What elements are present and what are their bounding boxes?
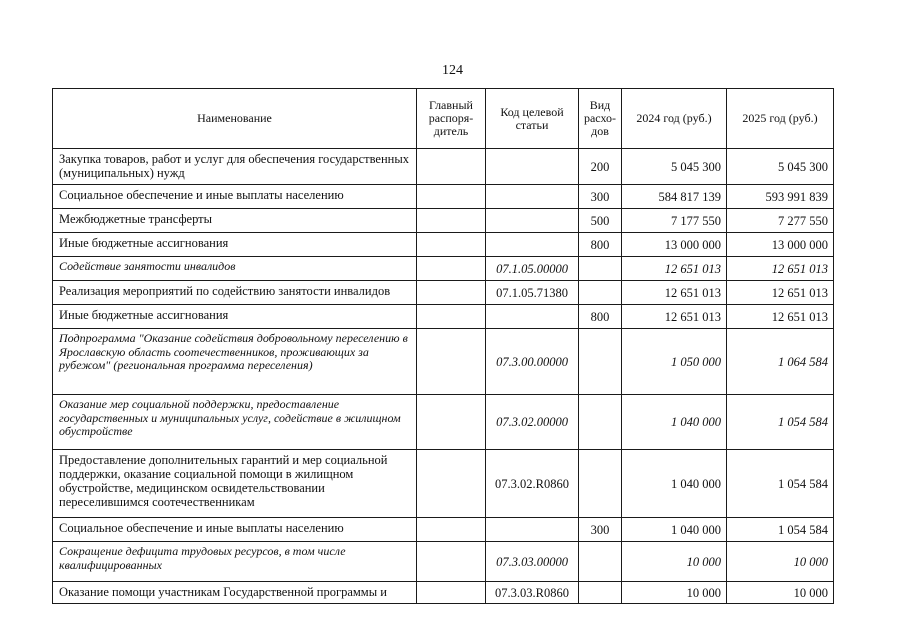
row-2025: 5 045 300 — [727, 149, 834, 185]
row-name: Межбюджетные трансферты — [53, 209, 417, 233]
row-2025: 1 054 584 — [727, 450, 834, 518]
table-row — [53, 518, 834, 542]
row-2025: 593 991 839 — [727, 185, 834, 209]
row-code — [486, 305, 579, 329]
header-manager: Главный распоря-дитель — [417, 89, 486, 149]
row-2024: 584 817 139 — [622, 185, 727, 209]
row-2025: 13 000 000 — [727, 233, 834, 257]
row-manager — [417, 395, 486, 450]
row-code — [486, 149, 579, 185]
row-name: Реализация мероприятий по содействию занятости инвалидов — [53, 281, 417, 305]
budget-table — [52, 88, 834, 604]
row-manager — [417, 149, 486, 185]
row-manager — [417, 281, 486, 305]
row-2024: 10 000 — [622, 542, 727, 582]
header-name: Наименование — [53, 89, 417, 149]
table-row — [53, 281, 834, 305]
row-2025: 1 054 584 — [727, 395, 834, 450]
row-type: 200 — [579, 149, 622, 185]
row-2024: 5 045 300 — [622, 149, 727, 185]
row-2024: 1 040 000 — [622, 518, 727, 542]
row-code — [486, 185, 579, 209]
table-row — [53, 450, 834, 518]
row-manager — [417, 185, 486, 209]
row-name: Сокращение дефицита трудовых ресурсов, в том числе квалифицированных — [53, 542, 417, 582]
table-row — [53, 149, 834, 185]
row-2024: 1 040 000 — [622, 395, 727, 450]
row-code — [486, 209, 579, 233]
row-code: 07.3.02.00000 — [486, 395, 579, 450]
row-code: 07.1.05.71380 — [486, 281, 579, 305]
row-name: Оказание помощи участникам Государственной программы и — [53, 582, 417, 604]
row-name: Предоставление дополнительных гарантий и мер социальной поддержки, оказание социальной помощи в жилищном обустройстве, медицинском освидетельствовании переселившимся соотечественникам — [53, 450, 417, 518]
row-manager — [417, 518, 486, 542]
row-2024: 12 651 013 — [622, 257, 727, 281]
header-code: Код целевой статьи — [486, 89, 579, 149]
row-name: Иные бюджетные ассигнования — [53, 305, 417, 329]
table-row — [53, 305, 834, 329]
row-2024: 7 177 550 — [622, 209, 727, 233]
row-2025: 10 000 — [727, 582, 834, 604]
row-name: Закупка товаров, работ и услуг для обеспечения государственных (муниципальных) нужд — [53, 149, 417, 185]
table-row — [53, 233, 834, 257]
row-2025: 12 651 013 — [727, 257, 834, 281]
row-name: Подпрограмма "Оказание содействия добровольному переселению в Ярославскую область соотечественников, проживающих за рубежом" (региональная программа переселения) — [53, 329, 417, 395]
row-name: Социальное обеспечение и иные выплаты населению — [53, 518, 417, 542]
row-2025: 12 651 013 — [727, 305, 834, 329]
row-manager — [417, 329, 486, 395]
row-2025: 12 651 013 — [727, 281, 834, 305]
row-type — [579, 450, 622, 518]
header-2024: 2024 год (руб.) — [622, 89, 727, 149]
row-2024: 12 651 013 — [622, 281, 727, 305]
row-type: 800 — [579, 305, 622, 329]
table-header-row — [53, 89, 834, 149]
row-manager — [417, 305, 486, 329]
row-2024: 10 000 — [622, 582, 727, 604]
row-type — [579, 542, 622, 582]
table-row — [53, 542, 834, 582]
row-type: 800 — [579, 233, 622, 257]
row-type — [579, 395, 622, 450]
table-row — [53, 185, 834, 209]
row-code: 07.1.05.00000 — [486, 257, 579, 281]
row-2025: 1 054 584 — [727, 518, 834, 542]
row-name: Оказание мер социальной поддержки, предоставление государственных и муниципальных услуг, содействие в жилищном обустройстве — [53, 395, 417, 450]
row-type — [579, 329, 622, 395]
table-row — [53, 209, 834, 233]
row-manager — [417, 257, 486, 281]
row-code: 07.3.03.00000 — [486, 542, 579, 582]
row-type: 300 — [579, 185, 622, 209]
row-type — [579, 281, 622, 305]
row-code — [486, 233, 579, 257]
row-manager — [417, 542, 486, 582]
row-2024: 1 050 000 — [622, 329, 727, 395]
row-type — [579, 257, 622, 281]
row-type: 500 — [579, 209, 622, 233]
row-2025: 1 064 584 — [727, 329, 834, 395]
header-type: Вид расхо-дов — [579, 89, 622, 149]
row-manager — [417, 450, 486, 518]
row-manager — [417, 209, 486, 233]
row-type — [579, 582, 622, 604]
table-row — [53, 395, 834, 450]
row-code: 07.3.02.R0860 — [486, 450, 579, 518]
row-2024: 1 040 000 — [622, 450, 727, 518]
row-manager — [417, 582, 486, 604]
row-name: Социальное обеспечение и иные выплаты населению — [53, 185, 417, 209]
table-row — [53, 257, 834, 281]
row-manager — [417, 233, 486, 257]
row-name: Содействие занятости инвалидов — [53, 257, 417, 281]
table-row — [53, 329, 834, 395]
row-2025: 10 000 — [727, 542, 834, 582]
row-type: 300 — [579, 518, 622, 542]
page-number: 124 — [442, 63, 463, 78]
row-name: Иные бюджетные ассигнования — [53, 233, 417, 257]
header-2025: 2025 год (руб.) — [727, 89, 834, 149]
row-code: 07.3.00.00000 — [486, 329, 579, 395]
row-2025: 7 277 550 — [727, 209, 834, 233]
row-code: 07.3.03.R0860 — [486, 582, 579, 604]
row-2024: 13 000 000 — [622, 233, 727, 257]
table-row — [53, 582, 834, 604]
row-code — [486, 518, 579, 542]
row-2024: 12 651 013 — [622, 305, 727, 329]
